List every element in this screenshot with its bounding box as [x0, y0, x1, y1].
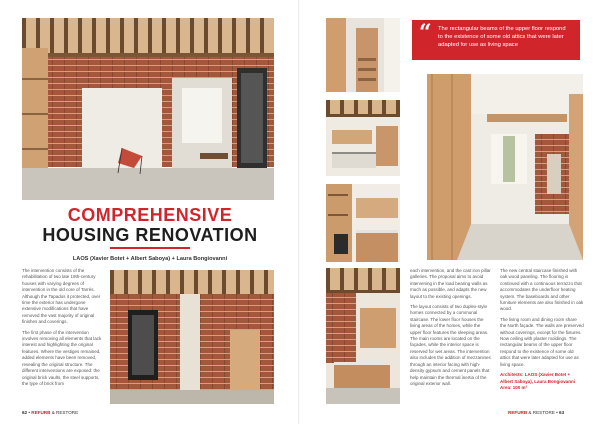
- stair-photo-drawing: [326, 18, 400, 92]
- corridor-photo-drawing: [110, 270, 274, 404]
- body-column-1: [22, 268, 104, 391]
- magazine-brand-right: REFURB: [508, 410, 528, 415]
- credits-line: Architects: LAOS (Xavier Botet +: [500, 372, 571, 378]
- right-page: [300, 0, 600, 424]
- credits-line: Area: 100 m²: [500, 384, 528, 390]
- left-folio: [22, 410, 78, 415]
- body-paragraph: each intervention, and the cast iron pillar galleries. The proposal aims to avoid intervening in the load bearing walls as much as possible, and adapts the new layout to the existing openings.: [410, 268, 491, 299]
- project-credits: [500, 372, 584, 391]
- photo-kitchen-island: [326, 268, 400, 404]
- body-paragraph: The first phase of the intervention involves removing all elements that lack interest and highlighting the original features. Where the vestiges remained, added elements have been removed, revealing the original structure. The different interventions are exposed: the original brick vaults, the steel supports, the type of brick from: [22, 329, 102, 386]
- body-paragraph: The living room and dining room share the North façade. The walls are preserved without coverings, except for the fixtures. Now ceiling with plaster moldings. The rectangular beams of the upper floor respond to the existence of some old attics that were later adapted for use as living space.: [500, 316, 584, 367]
- photo-brick-corridor: [110, 270, 274, 404]
- hero-photo-drawing: [22, 18, 274, 200]
- folio-separator-left: •: [28, 410, 31, 415]
- headline-line-2: HOUSING RENOVATION: [42, 225, 258, 245]
- magazine-brand-left: REFURB: [31, 410, 51, 415]
- counter-photo-drawing: [326, 184, 400, 262]
- hero-photo-living-room: [22, 18, 274, 200]
- body-paragraph: The new central staircase finished with oak wood paneling. The flooring is continued with a continuous terrazzo that accommodates the underfloor heating system. The baseboards and other furniture elements are also finished in oak wood.: [500, 268, 584, 312]
- quote-mark-icon: “: [419, 20, 432, 46]
- body-paragraph: The layout consists of two duplex-style homes connected by a communal staircase. The lower floor houses the living areas of the homes, while the upper floor features the sleeping areas. The main rooms are located on the façades, while the interior space is reserved for wet areas. The intervention also includes the addition of mezzanines through an interior facing with high-density gypsum and cement panels that help maintain the thermal inertia of the original exterior wall.: [410, 304, 491, 386]
- kitchen-photo-drawing: [326, 100, 400, 176]
- page-number-right: 63: [559, 410, 565, 415]
- photo-kitchen-counter: [326, 184, 400, 262]
- body-paragraph: The intervention consists of the rehabilitation of two late 19th-century houses with varying degrees of intervention in the old core of Tarrés. Although the Tapados it protected, over time the exterior has undergone extensive modifications that have removed the vast majority of original finishes and coverings.: [22, 268, 101, 325]
- headline-line-1: COMPREHENSIVE: [67, 205, 233, 225]
- credits-line: Albert Saboya), Laura Bongiovanni: [500, 378, 576, 384]
- photo-kitchen-beams: [326, 100, 400, 176]
- right-folio: [508, 410, 564, 415]
- pull-quote-text: The rectangular beams of the upper floor respond to the existence of some old attics that were later adapted for use as living space: [438, 26, 566, 48]
- hall-photo-drawing: [427, 74, 583, 260]
- headline-rule: [110, 247, 190, 249]
- authors-byline: LAOS (Xavier Botet + Albert Saboya) + Laura Bongiovanni: [72, 256, 228, 262]
- photo-wooden-hall: [427, 74, 583, 260]
- magazine-name-right: & RESTORE •: [527, 410, 558, 415]
- body-column-3: [500, 268, 584, 391]
- page-number-left: 62: [22, 410, 28, 415]
- island-photo-drawing: [326, 268, 400, 404]
- pull-quote: [412, 20, 580, 60]
- photo-stair-hall: [326, 18, 400, 92]
- body-column-2: [410, 268, 492, 391]
- magazine-name-left: & RESTORE: [50, 410, 79, 415]
